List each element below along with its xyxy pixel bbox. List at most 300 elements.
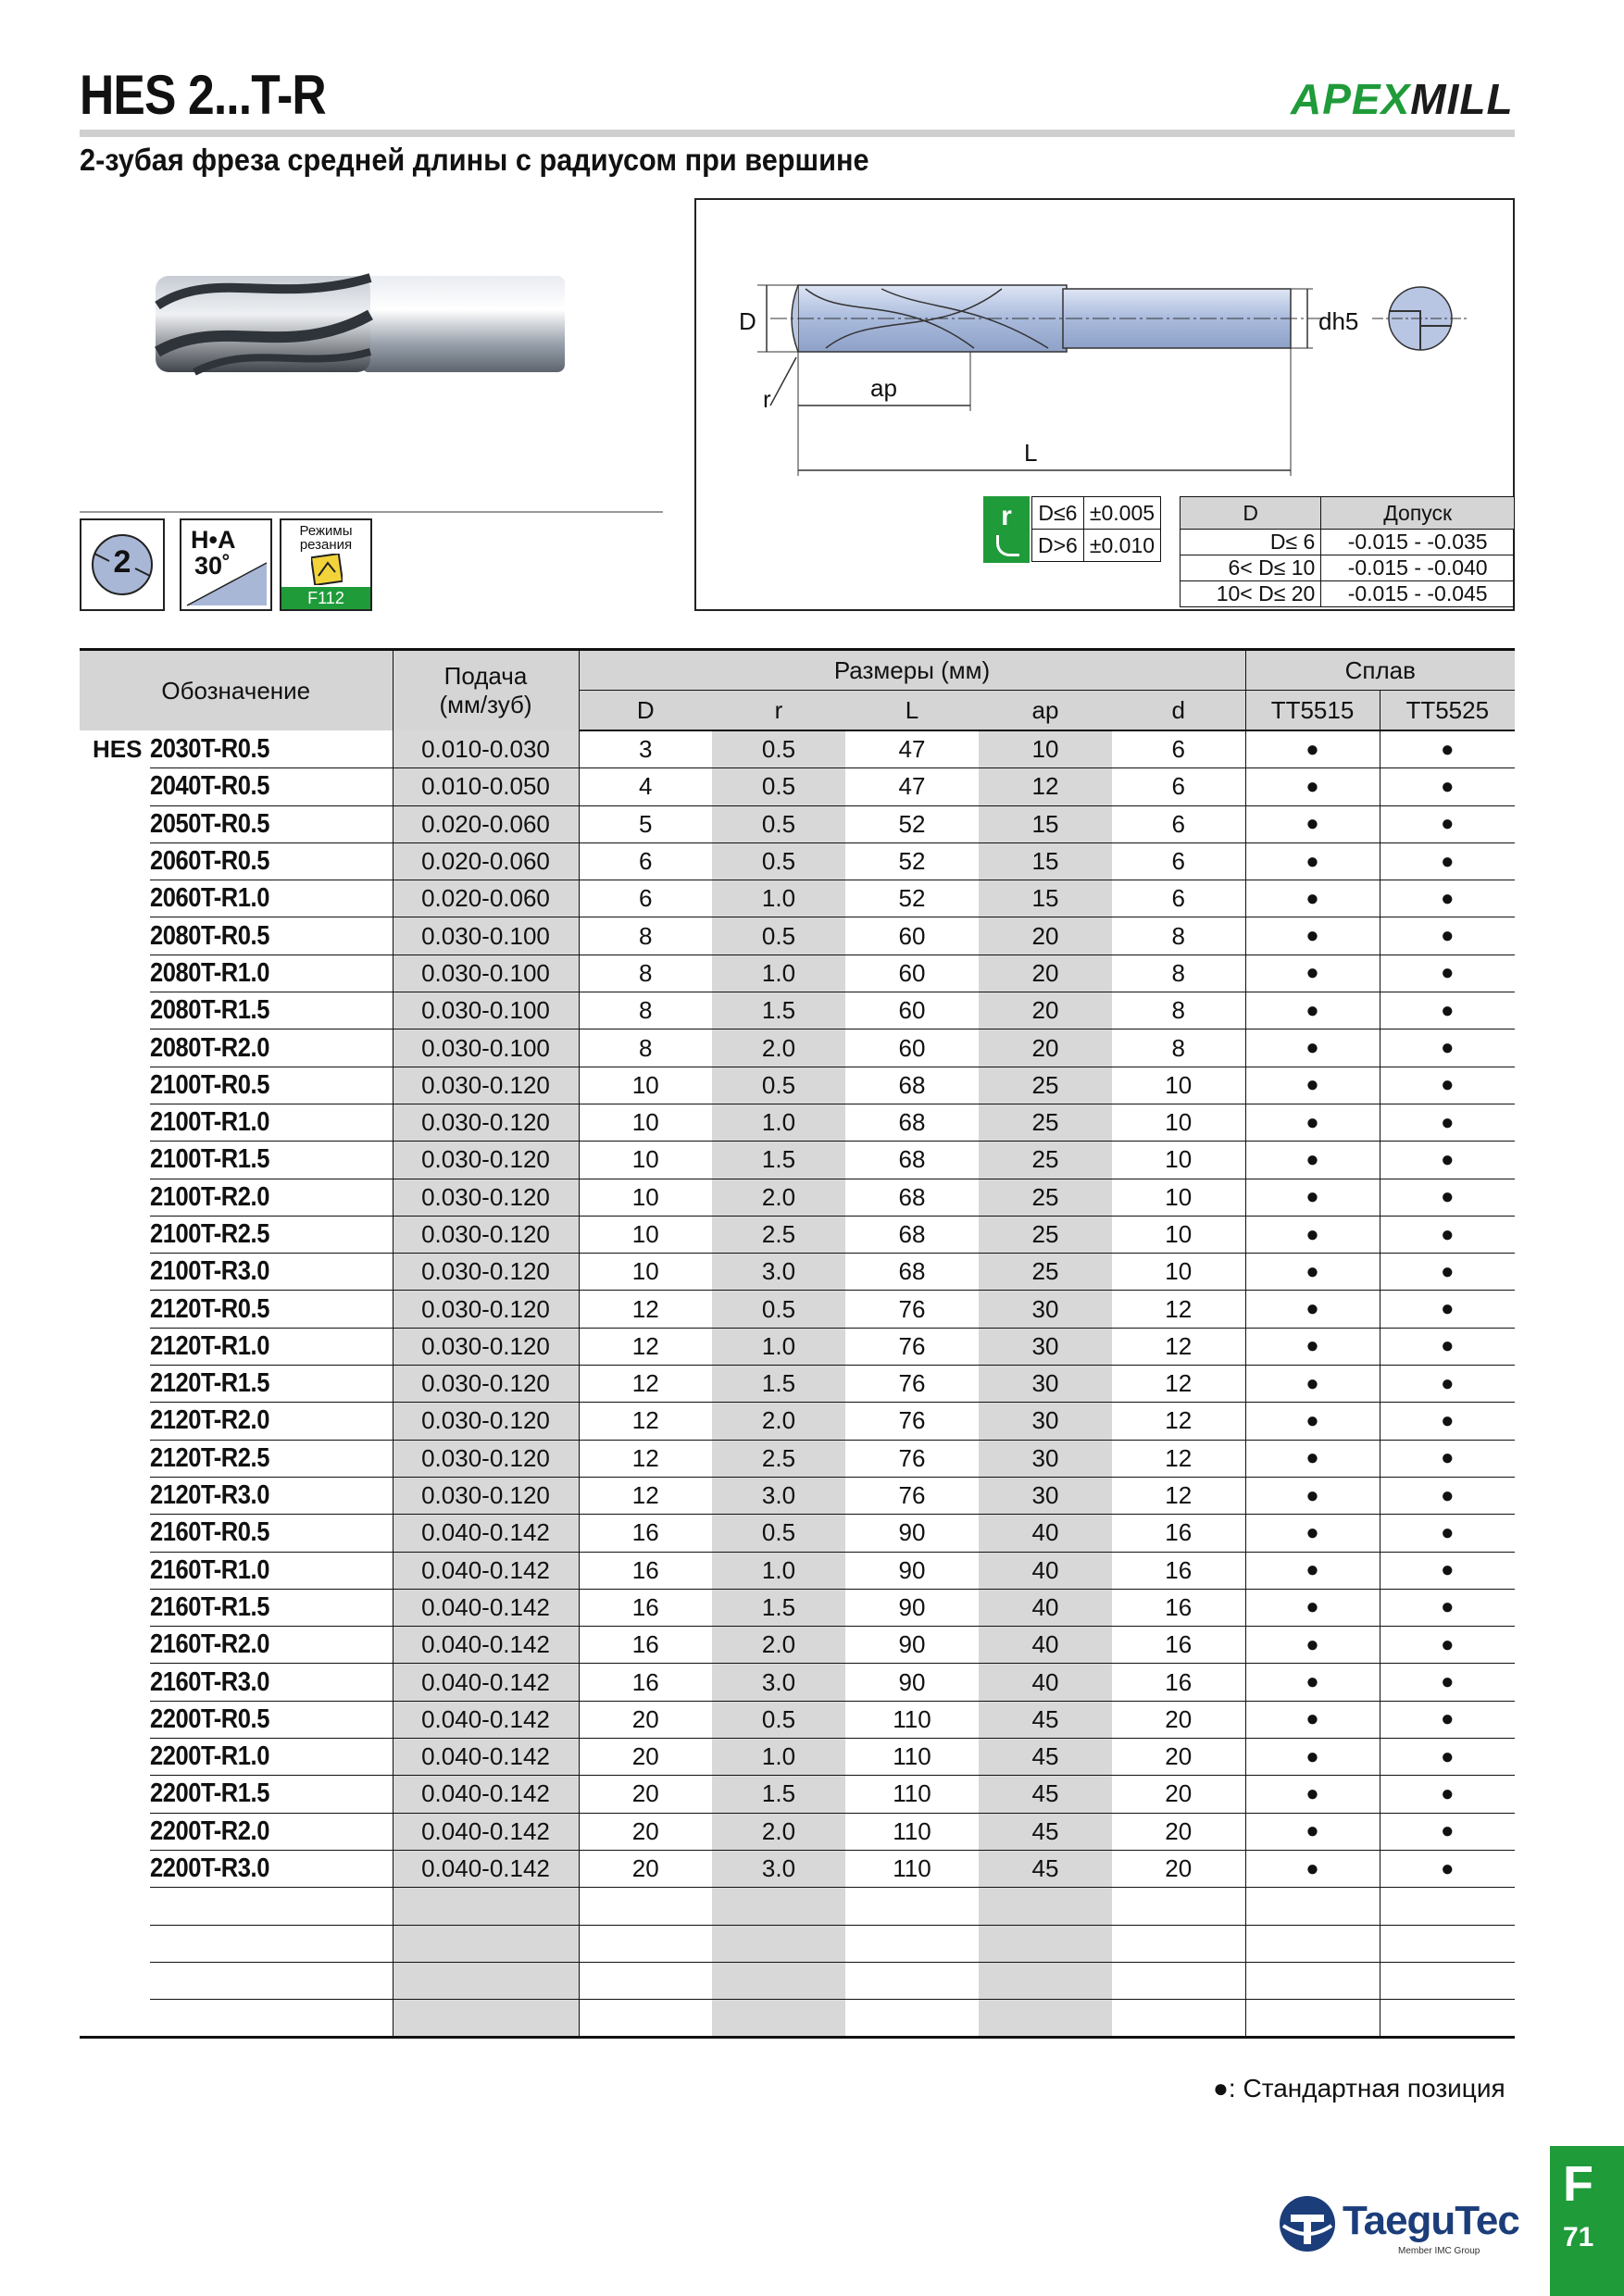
table-row: [80, 1627, 1515, 1664]
alloy-tt5515-mark: ●: [1245, 955, 1380, 992]
series-spacer: [80, 1067, 150, 1104]
dim-D-cell: 6: [579, 880, 712, 917]
diameter-tolerance-header-d: D: [1181, 497, 1321, 530]
series-spacer: [80, 992, 150, 1029]
dim-d-cell: 6: [1112, 805, 1245, 842]
alloy-tt5525-mark: ●: [1380, 1328, 1515, 1365]
designation: 2120T-R0.5: [150, 1293, 269, 1324]
series-spacer: [80, 1552, 150, 1589]
feed-cell: 0.040-0.142: [393, 1813, 579, 1850]
empty-cell: [150, 1888, 393, 1925]
drawing-label-r: r: [763, 385, 771, 413]
designation: 2060T-R1.0: [150, 883, 269, 914]
dim-L-cell: 52: [845, 880, 979, 917]
table-row: [80, 1254, 1515, 1291]
dim-D-cell: 6: [579, 842, 712, 880]
dim-D-cell: 12: [579, 1366, 712, 1403]
dim-ap-cell: 40: [979, 1552, 1112, 1589]
diameter-tolerance-row: [1181, 555, 1515, 581]
header-designation: Обозначение: [80, 650, 393, 731]
alloy-tt5515-mark: ●: [1245, 1366, 1380, 1403]
dim-r-cell: 1.0: [712, 880, 845, 917]
alloy-tt5525-mark: ●: [1380, 1440, 1515, 1477]
page-title: HES 2...T-R: [80, 64, 326, 126]
table-row: [80, 1701, 1515, 1738]
helix-label: H•A: [191, 526, 236, 554]
dim-L-cell: 60: [845, 955, 979, 992]
alloy-tt5515-mark: ●: [1245, 1813, 1380, 1850]
dim-D-cell: 20: [579, 1701, 712, 1738]
table-row: [80, 1216, 1515, 1253]
series-spacer: [80, 1739, 150, 1776]
header-dimensions: Размеры (мм): [579, 650, 1245, 691]
alloy-tt5515-mark: ●: [1245, 992, 1380, 1029]
dim-ap-cell: 15: [979, 880, 1112, 917]
empty-cell: [979, 1925, 1112, 1962]
corner-radius-icon: [996, 535, 1019, 556]
feed-cell: 0.030-0.120: [393, 1403, 579, 1440]
header-tt5515: TT5515: [1245, 691, 1380, 731]
dim-ap-cell: 30: [979, 1291, 1112, 1328]
alloy-tt5515-mark: ●: [1245, 1142, 1380, 1179]
dim-r-cell: 0.5: [712, 805, 845, 842]
dim-L-cell: 110: [845, 1776, 979, 1813]
dim-d-cell: 16: [1112, 1664, 1245, 1701]
dim-D-cell: 16: [579, 1664, 712, 1701]
diameter-tolerance-header-tol: Допуск: [1321, 497, 1515, 530]
dim-D-cell: 8: [579, 992, 712, 1029]
table-row: [80, 1291, 1515, 1328]
alloy-tt5525-mark: ●: [1380, 1552, 1515, 1589]
alloy-tt5515-mark: ●: [1245, 880, 1380, 917]
dim-ap-cell: 45: [979, 1850, 1112, 1887]
designation-cell: [150, 1328, 393, 1365]
feed-cell: 0.030-0.120: [393, 1067, 579, 1104]
table-row: [80, 1813, 1515, 1850]
header-L: L: [845, 691, 979, 731]
section-tab[interactable]: [1550, 2146, 1624, 2296]
designation: 2200T-R0.5: [150, 1703, 269, 1734]
series-spacer: [80, 805, 150, 842]
radius-tolerance-row: [1032, 530, 1161, 562]
dim-D-cell: 16: [579, 1627, 712, 1664]
dim-ap-cell: 40: [979, 1589, 1112, 1626]
designation-cell: [150, 1029, 393, 1067]
empty-cell: [1245, 2000, 1380, 2038]
alloy-tt5515-mark: ●: [1245, 1776, 1380, 1813]
alloy-tt5525-mark: ●: [1380, 1254, 1515, 1291]
dim-ap-cell: 30: [979, 1403, 1112, 1440]
designation-cell: [150, 842, 393, 880]
flute-count: 2: [113, 544, 131, 580]
empty-cell: [712, 1962, 845, 1999]
dim-d-cell: 12: [1112, 1328, 1245, 1365]
designation-cell: [150, 1627, 393, 1664]
dim-d-cell: 20: [1112, 1813, 1245, 1850]
alloy-tt5525-mark: ●: [1380, 955, 1515, 992]
radius-tolerance-letter: r: [1001, 501, 1012, 531]
dim-D-cell: 12: [579, 1291, 712, 1328]
series-spacer: [80, 1515, 150, 1552]
designation-cell: [150, 1104, 393, 1141]
dim-ap-cell: 25: [979, 1254, 1112, 1291]
dim-L-cell: 76: [845, 1440, 979, 1477]
series-spacer: [80, 1627, 150, 1664]
dim-L-cell: 68: [845, 1142, 979, 1179]
empty-cell: [979, 1888, 1112, 1925]
header-ap: ap: [979, 691, 1112, 731]
dim-L-cell: 60: [845, 1029, 979, 1067]
table-row: [80, 1850, 1515, 1887]
dim-r-cell: 3.0: [712, 1254, 845, 1291]
series-spacer: [80, 1254, 150, 1291]
dim-r-cell: 1.5: [712, 1776, 845, 1813]
dim-r-cell: 3.0: [712, 1850, 845, 1887]
designation-cell: [150, 1776, 393, 1813]
feed-cell: 0.040-0.142: [393, 1850, 579, 1887]
alloy-tt5525-mark: ●: [1380, 768, 1515, 805]
alloy-tt5525-mark: ●: [1380, 1029, 1515, 1067]
brand-logo: [1291, 74, 1514, 124]
dim-L-cell: 90: [845, 1589, 979, 1626]
alloy-tt5515-mark: ●: [1245, 1440, 1380, 1477]
empty-cell: [150, 2000, 393, 2038]
dim-ap-cell: 30: [979, 1477, 1112, 1514]
designation: 2080T-R1.5: [150, 995, 269, 1026]
section-letter: F: [1563, 2156, 1593, 2212]
feed-cell: 0.010-0.030: [393, 730, 579, 768]
feed-cell: 0.030-0.120: [393, 1366, 579, 1403]
header-feed: [393, 650, 579, 731]
designation-cell: [150, 1552, 393, 1589]
header-feed-line2: (мм/зуб): [439, 691, 532, 718]
dim-D-cell: 12: [579, 1477, 712, 1514]
dim-r-cell: 1.5: [712, 1366, 845, 1403]
alloy-tt5525-mark: ●: [1380, 880, 1515, 917]
dim-d-cell: 16: [1112, 1627, 1245, 1664]
dim-ap-cell: 25: [979, 1142, 1112, 1179]
dim-r-cell: 2.5: [712, 1440, 845, 1477]
empty-cell: [579, 2000, 712, 2038]
dim-r-cell: 0.5: [712, 842, 845, 880]
dim-d-cell: 12: [1112, 1477, 1245, 1514]
empty-cell: [712, 2000, 845, 2038]
alloy-tt5525-mark: ●: [1380, 805, 1515, 842]
feed-cell: 0.030-0.120: [393, 1254, 579, 1291]
empty-cell: [1380, 2000, 1515, 2038]
dim-D-cell: 10: [579, 1104, 712, 1141]
designation-cell: [150, 1403, 393, 1440]
dim-D-cell: 20: [579, 1813, 712, 1850]
empty-cell: [80, 1925, 150, 1962]
empty-cell: [1112, 1888, 1245, 1925]
table-row: [80, 1328, 1515, 1365]
cutting-conditions-page: F112: [281, 587, 370, 609]
table-row: [80, 1029, 1515, 1067]
dim-r-cell: 1.0: [712, 1328, 845, 1365]
alloy-tt5515-mark: ●: [1245, 1216, 1380, 1253]
designation: 2060T-R0.5: [150, 846, 269, 877]
empty-row: [80, 1888, 1515, 1925]
dim-d-cell: 20: [1112, 1776, 1245, 1813]
feed-cell: 0.030-0.120: [393, 1104, 579, 1141]
dim-ap-cell: 20: [979, 955, 1112, 992]
table-row: [80, 992, 1515, 1029]
series-spacer: [80, 1813, 150, 1850]
table-row: [80, 730, 1515, 768]
drawing-label-ap: ap: [870, 374, 897, 402]
feed-cell: 0.030-0.120: [393, 1328, 579, 1365]
alloy-tt5525-mark: ●: [1380, 1403, 1515, 1440]
dim-D-cell: 20: [579, 1776, 712, 1813]
designation-cell: [150, 768, 393, 805]
feed-cell: 0.030-0.120: [393, 1477, 579, 1514]
designation: 2100T-R3.0: [150, 1256, 269, 1287]
feed-cell: 0.040-0.142: [393, 1627, 579, 1664]
series-spacer: [80, 1142, 150, 1179]
dim-r-cell: 1.5: [712, 1589, 845, 1626]
diameter-range: 10< D≤ 20: [1181, 581, 1321, 607]
feed-cell: 0.040-0.142: [393, 1701, 579, 1738]
feed-cell: 0.020-0.060: [393, 880, 579, 917]
dim-ap-cell: 20: [979, 917, 1112, 955]
company-logo: [1278, 2194, 1519, 2258]
table-row: [80, 1142, 1515, 1179]
dim-r-cell: 0.5: [712, 1701, 845, 1738]
alloy-tt5525-mark: ●: [1380, 1664, 1515, 1701]
photo-divider: [80, 511, 663, 513]
header-d: d: [1112, 691, 1245, 731]
alloy-tt5525-mark: ●: [1380, 1850, 1515, 1887]
dim-D-cell: 16: [579, 1552, 712, 1589]
diameter-tolerance-table: [1180, 496, 1515, 607]
designation: 2120T-R2.0: [150, 1405, 269, 1436]
dim-L-cell: 90: [845, 1627, 979, 1664]
taegutec-logo-icon: [1278, 2194, 1337, 2253]
dim-ap-cell: 20: [979, 1029, 1112, 1067]
dim-ap-cell: 15: [979, 842, 1112, 880]
designation: 2080T-R0.5: [150, 920, 269, 951]
radius-tolerance-tag: [983, 496, 1030, 563]
designation-cell: [150, 1291, 393, 1328]
table-row: [80, 917, 1515, 955]
dim-r-cell: 0.5: [712, 917, 845, 955]
designation-cell: [150, 992, 393, 1029]
designation: 2100T-R1.0: [150, 1107, 269, 1138]
dim-L-cell: 68: [845, 1179, 979, 1216]
alloy-tt5525-mark: ●: [1380, 1179, 1515, 1216]
dim-r-cell: 1.0: [712, 1552, 845, 1589]
empty-cell: [393, 1925, 579, 1962]
empty-cell: [80, 2000, 150, 2038]
dim-D-cell: 5: [579, 805, 712, 842]
cutting-conditions-icon[interactable]: [280, 518, 372, 611]
alloy-tt5515-mark: ●: [1245, 805, 1380, 842]
designation-cell: [150, 1179, 393, 1216]
designation: 2160T-R1.5: [150, 1591, 269, 1622]
diameter-range: D≤ 6: [1181, 530, 1321, 555]
dim-L-cell: 90: [845, 1552, 979, 1589]
alloy-tt5525-mark: ●: [1380, 1589, 1515, 1626]
feed-cell: 0.030-0.120: [393, 1179, 579, 1216]
alloy-tt5515-mark: ●: [1245, 1850, 1380, 1887]
dim-r-cell: 2.0: [712, 1627, 845, 1664]
feed-cell: 0.030-0.120: [393, 1291, 579, 1328]
alloy-tt5525-mark: ●: [1380, 1366, 1515, 1403]
designation: 2120T-R1.5: [150, 1368, 269, 1399]
feed-cell: 0.030-0.120: [393, 1142, 579, 1179]
alloy-tt5515-mark: ●: [1245, 1627, 1380, 1664]
feed-cell: 0.010-0.050: [393, 768, 579, 805]
product-photo: [139, 250, 593, 398]
alloy-tt5515-mark: ●: [1245, 1403, 1380, 1440]
dim-ap-cell: 25: [979, 1104, 1112, 1141]
cutting-conditions-label: [281, 524, 370, 552]
dim-ap-cell: 30: [979, 1440, 1112, 1477]
dim-d-cell: 10: [1112, 1179, 1245, 1216]
cutting-label-line2: резания: [299, 537, 353, 553]
table-row: [80, 1477, 1515, 1514]
designation-cell: [150, 730, 393, 768]
designation-cell: [150, 1067, 393, 1104]
dim-L-cell: 90: [845, 1515, 979, 1552]
dim-d-cell: 20: [1112, 1739, 1245, 1776]
dim-ap-cell: 12: [979, 768, 1112, 805]
dim-D-cell: 10: [579, 1067, 712, 1104]
dim-d-cell: 16: [1112, 1589, 1245, 1626]
diameter-tolerance-row: [1181, 581, 1515, 607]
empty-cell: [1112, 1962, 1245, 1999]
series-spacer: [80, 917, 150, 955]
dim-d-cell: 6: [1112, 880, 1245, 917]
designation-cell: [150, 1664, 393, 1701]
company-subtitle: Member IMC Group: [1398, 2246, 1480, 2256]
dim-L-cell: 60: [845, 992, 979, 1029]
dim-L-cell: 110: [845, 1701, 979, 1738]
designation-cell: [150, 1440, 393, 1477]
designation-cell: [150, 1366, 393, 1403]
header-r: r: [712, 691, 845, 731]
table-row: [80, 880, 1515, 917]
designation: 2080T-R2.0: [150, 1032, 269, 1063]
series-spacer: [80, 1328, 150, 1365]
empty-cell: [393, 1888, 579, 1925]
dim-d-cell: 10: [1112, 1254, 1245, 1291]
series-spacer: [80, 1403, 150, 1440]
designation: 2160T-R2.0: [150, 1629, 269, 1660]
dim-L-cell: 110: [845, 1813, 979, 1850]
diameter-tolerance-row: [1181, 530, 1515, 555]
designation: 2200T-R2.0: [150, 1816, 269, 1846]
dim-L-cell: 68: [845, 1216, 979, 1253]
empty-cell: [1380, 1925, 1515, 1962]
designation: 2200T-R1.5: [150, 1778, 269, 1809]
header-tt5525: TT5525: [1380, 691, 1515, 731]
table-row: [80, 1366, 1515, 1403]
header-alloy: Сплав: [1245, 650, 1515, 691]
dim-r-cell: 1.5: [712, 1142, 845, 1179]
designation: 2160T-R0.5: [150, 1517, 269, 1548]
dim-r-cell: 0.5: [712, 730, 845, 768]
designation: 2160T-R1.0: [150, 1554, 269, 1585]
designation: 2200T-R1.0: [150, 1741, 269, 1772]
designation: 2100T-R0.5: [150, 1069, 269, 1100]
diameter-range: 6< D≤ 10: [1181, 555, 1321, 581]
feed-cell: 0.040-0.142: [393, 1776, 579, 1813]
radius-tolerance-condition: D≤6: [1032, 497, 1084, 530]
series-spacer: [80, 1366, 150, 1403]
series-spacer: [80, 1477, 150, 1514]
dim-ap-cell: 40: [979, 1627, 1112, 1664]
alloy-tt5525-mark: ●: [1380, 1291, 1515, 1328]
dim-r-cell: 2.0: [712, 1403, 845, 1440]
empty-cell: [979, 1962, 1112, 1999]
drawing-label-L: L: [1024, 439, 1038, 467]
dim-L-cell: 68: [845, 1104, 979, 1141]
empty-cell: [1112, 2000, 1245, 2038]
alloy-tt5515-mark: ●: [1245, 1477, 1380, 1514]
designation-cell: [150, 880, 393, 917]
cutting-label-line1: Режимы: [299, 523, 353, 539]
helix-angle-icon: [180, 518, 272, 611]
empty-cell: [80, 1888, 150, 1925]
dim-L-cell: 90: [845, 1664, 979, 1701]
dim-r-cell: 0.5: [712, 1291, 845, 1328]
dim-d-cell: 12: [1112, 1403, 1245, 1440]
alloy-tt5515-mark: ●: [1245, 1029, 1380, 1067]
dim-d-cell: 12: [1112, 1440, 1245, 1477]
dim-D-cell: 8: [579, 1029, 712, 1067]
empty-row: [80, 1962, 1515, 1999]
alloy-tt5515-mark: ●: [1245, 1179, 1380, 1216]
dim-r-cell: 0.5: [712, 1515, 845, 1552]
diameter-tolerance-value: -0.015 - -0.045: [1321, 581, 1515, 607]
dim-d-cell: 10: [1112, 1142, 1245, 1179]
dim-d-cell: 10: [1112, 1104, 1245, 1141]
flute-count-icon: [80, 518, 165, 611]
alloy-tt5515-mark: ●: [1245, 1515, 1380, 1552]
dim-L-cell: 110: [845, 1739, 979, 1776]
empty-cell: [1245, 1925, 1380, 1962]
designation: 2100T-R2.5: [150, 1219, 269, 1249]
empty-cell: [80, 1962, 150, 1999]
empty-cell: [1380, 1888, 1515, 1925]
dim-d-cell: 8: [1112, 955, 1245, 992]
dim-D-cell: 20: [579, 1850, 712, 1887]
dim-ap-cell: 25: [979, 1216, 1112, 1253]
table-row: [80, 805, 1515, 842]
alloy-tt5515-mark: ●: [1245, 1664, 1380, 1701]
feed-cell: 0.030-0.100: [393, 917, 579, 955]
dim-L-cell: 68: [845, 1254, 979, 1291]
series-spacer: [80, 1440, 150, 1477]
table-row: [80, 1776, 1515, 1813]
dim-D-cell: 10: [579, 1179, 712, 1216]
dim-ap-cell: 45: [979, 1776, 1112, 1813]
designation-cell: [150, 805, 393, 842]
designation: 2030T-R0.5: [150, 733, 269, 764]
empty-cell: [579, 1925, 712, 1962]
dim-ap-cell: 45: [979, 1813, 1112, 1850]
designation-cell: [150, 1589, 393, 1626]
dim-r-cell: 1.0: [712, 1739, 845, 1776]
dim-ap-cell: 15: [979, 805, 1112, 842]
alloy-tt5525-mark: ●: [1380, 1067, 1515, 1104]
dim-D-cell: 8: [579, 955, 712, 992]
alloy-tt5525-mark: ●: [1380, 1627, 1515, 1664]
alloy-tt5525-mark: ●: [1380, 1739, 1515, 1776]
dim-r-cell: 3.0: [712, 1477, 845, 1514]
